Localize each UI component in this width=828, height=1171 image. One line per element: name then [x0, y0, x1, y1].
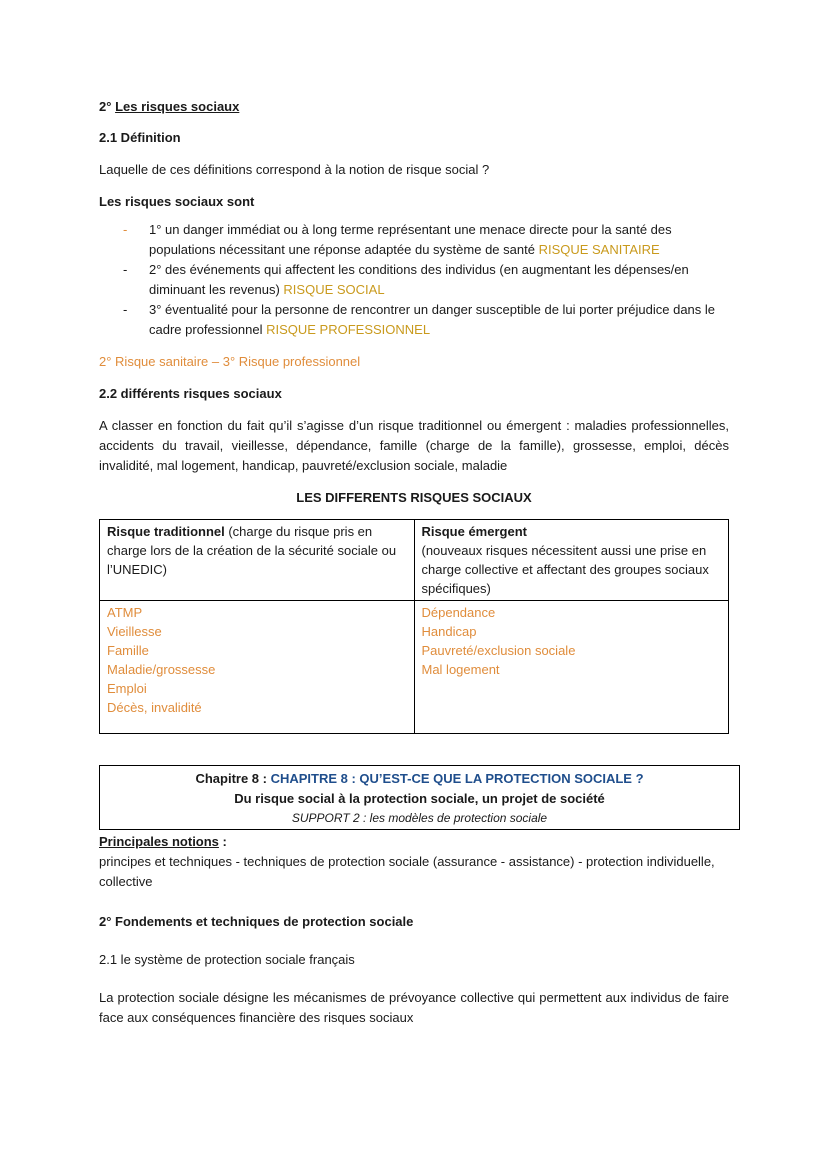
- col2-description: (nouveaux risques nécessitent aussi une prise en charge collective et affectant des groupes sociaux spécifiques): [421, 543, 709, 596]
- classify-paragraph: A classer en fonction du fait qu’il s’agisse d’un risque traditionnel ou émergent : maladies professionnelles, accidents du travail, vieillesse, dépendance, famille (charge de la famille), grossesse, emploi, décès invalidité, mal logement, handicap, pauvreté/exclusion sociale, maladie: [99, 418, 729, 473]
- header-traditional: [100, 520, 415, 601]
- traditional-cell: [100, 601, 415, 734]
- definition-list: [99, 220, 729, 340]
- traditional-item: Maladie/grossesse: [107, 662, 216, 677]
- notions-label: Principales notions: [99, 834, 219, 849]
- definition-answer: RISQUE PROFESSIONNEL: [266, 322, 431, 337]
- subheading-definition: 2.1 Définition: [99, 130, 181, 145]
- chapter-subtitle: Du risque social à la protection sociale, un projet de société: [234, 791, 605, 806]
- bullet-dash: -: [123, 222, 128, 237]
- list-item: [99, 220, 729, 260]
- emergent-item: Mal logement: [421, 662, 500, 677]
- subheading-risks: 2.2 différents risques sociaux: [99, 386, 282, 401]
- table-row: [100, 601, 729, 734]
- traditional-item: ATMP: [107, 605, 143, 620]
- traditional-item: Décès, invalidité: [107, 700, 202, 715]
- col1-title: Risque traditionnel: [107, 524, 225, 539]
- emergent-item: Handicap: [421, 624, 477, 639]
- notions-heading: [99, 832, 729, 852]
- definition-text: 1° un danger immédiat ou à long terme représentant une menace directe pour la santé des populations nécessitant une réponse adaptée du système de santé: [149, 222, 672, 257]
- question-text: Laquelle de ces définitions correspond à la notion de risque social ?: [99, 162, 490, 177]
- risks-table: [99, 519, 729, 734]
- table-title: LES DIFFERENTS RISQUES SOCIAUX: [296, 490, 532, 505]
- col1-description: (charge du risque pris en charge lors de la création de la sécurité sociale ou l’UNEDIC): [107, 524, 397, 577]
- section-number: 2°: [99, 99, 112, 114]
- header-emergent: [414, 520, 729, 601]
- list-item: [99, 300, 729, 340]
- protection-paragraph: La protection sociale désigne les mécanismes de prévoyance collective qui permettent aux individus de faire face aux conséquences financière des risques sociaux: [99, 990, 729, 1025]
- section-heading: [99, 97, 729, 117]
- emergent-item: Dépendance: [421, 605, 496, 620]
- notions-colon: :: [218, 834, 227, 849]
- section3-heading: 2° Fondements et techniques de protection sociale: [99, 914, 414, 929]
- table-header-row: [100, 520, 729, 601]
- traditional-item: Vieillesse: [107, 624, 162, 639]
- list-item: [99, 260, 729, 300]
- section-title: Les risques sociaux: [115, 99, 240, 114]
- chapter-heading: [100, 769, 739, 789]
- traditional-item: Famille: [107, 643, 149, 658]
- definition-text: 3° éventualité pour la personne de rencontrer un danger susceptible de lui porter préjudice dans le cadre professionnel: [149, 302, 716, 337]
- col2-title: Risque émergent: [421, 524, 527, 539]
- definition-answer: RISQUE SANITAIRE: [538, 242, 660, 257]
- traditional-item: Emploi: [107, 681, 147, 696]
- definition-text: 2° des événements qui affectent les conditions des individus (en augmentant les dépenses/en diminuant les revenus): [149, 262, 689, 297]
- chapter-box: [99, 765, 740, 830]
- section3-subheading: 2.1 le système de protection sociale français: [99, 952, 355, 967]
- chapter-title: CHAPITRE 8 : QU’EST-CE QUE LA PROTECTION SOCIALE ?: [270, 771, 644, 786]
- bullet-dash: -: [123, 302, 128, 317]
- chapter-support: SUPPORT 2 : les modèles de protection sociale: [291, 811, 548, 825]
- notions-text: principes et techniques - techniques de protection sociale (assurance - assistance) - protection individuelle, collective: [99, 854, 715, 889]
- answer-line: 2° Risque sanitaire – 3° Risque professionnel: [99, 354, 361, 369]
- lead-text: Les risques sociaux sont: [99, 194, 255, 209]
- definition-answer: RISQUE SOCIAL: [283, 282, 385, 297]
- document-page: [99, 97, 729, 1028]
- emergent-cell: [414, 601, 729, 734]
- chapter-label: Chapitre 8 :: [195, 771, 271, 786]
- emergent-item: Pauvreté/exclusion sociale: [421, 643, 576, 658]
- bullet-dash: -: [123, 262, 128, 277]
